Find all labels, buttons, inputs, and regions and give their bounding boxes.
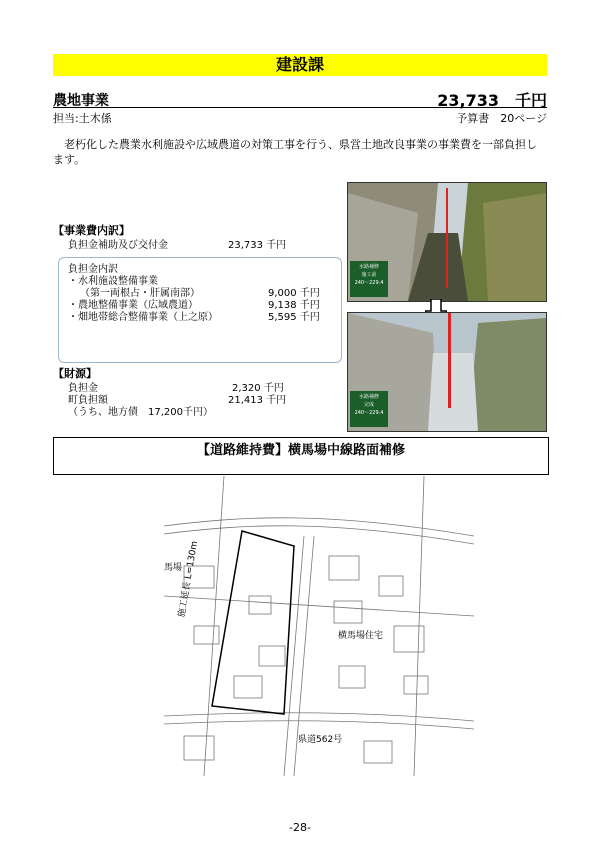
budget-page-ref: 予算書 20ページ [456,112,547,125]
funding-label: 町負担額 [68,395,108,406]
map-label-area: 馬場 [164,563,183,573]
photo-before [347,182,547,302]
department-header: 建設課 [53,54,547,76]
project-heading [53,90,547,108]
breakdown-item-label: （第一両根占・肝属南部） [80,288,200,299]
breakdown-item-value: 9,000 千円 [268,288,320,299]
road-map [164,476,474,776]
photo-sign-line: 完成 [363,402,374,408]
funding-value: 2,320 千円 [232,383,284,394]
photo-sign-line: 水路補修 [358,394,379,400]
project-subrow [53,110,547,124]
project-name: 農地事業 [53,93,109,109]
photo-sign-line: 施工前 [361,272,377,278]
project-description: 老朽化した農業水利施設や広域農道の対策工事を行う、県営土地改良事業の事業費を一部負担します。 [53,138,537,166]
photo-sign-line: 240～229.4 [354,280,384,286]
photo-after [347,312,547,432]
breakdown-main-label: 負担金補助及び交付金 [68,240,168,251]
map-label-route: 県道562号 [298,735,343,745]
photo-sign-line: 240～229.4 [354,410,384,416]
breakdown-item-value: 5,595 千円 [268,312,320,323]
road-section-title: 【道路維持費】横馬場中線路面補修 [53,437,549,475]
person-in-charge: 担当:土木係 [53,112,112,125]
map-label-housing: 横馬場住宅 [338,631,384,641]
funding-title: 【財源】 [53,367,97,380]
breakdown-item-label: ・水利施設整備事業 [68,276,158,287]
breakdown-item-value: 9,138 千円 [268,300,320,311]
breakdown-sub-title: 負担金内訳 [68,264,118,275]
funding-label: （うち、地方債 17,200千円） [68,407,213,418]
breakdown-main-value: 23,733 千円 [228,240,287,251]
photo-sign-line: 水路補修 [358,264,379,270]
funding-value: 21,413 千円 [228,395,287,406]
funding-label: 負担金 [68,383,98,394]
page-number: -28- [289,821,311,834]
breakdown-item-label: ・畑地帯総合整備事業（上之原） [68,312,218,323]
breakdown-item-label: ・農地整備事業（広域農道） [68,300,198,311]
breakdown-title: 【事業費内訳】 [53,224,130,237]
project-amount: 23,733 千円 [437,91,547,110]
map-label-length: 施工延長 L=130m [176,540,201,619]
